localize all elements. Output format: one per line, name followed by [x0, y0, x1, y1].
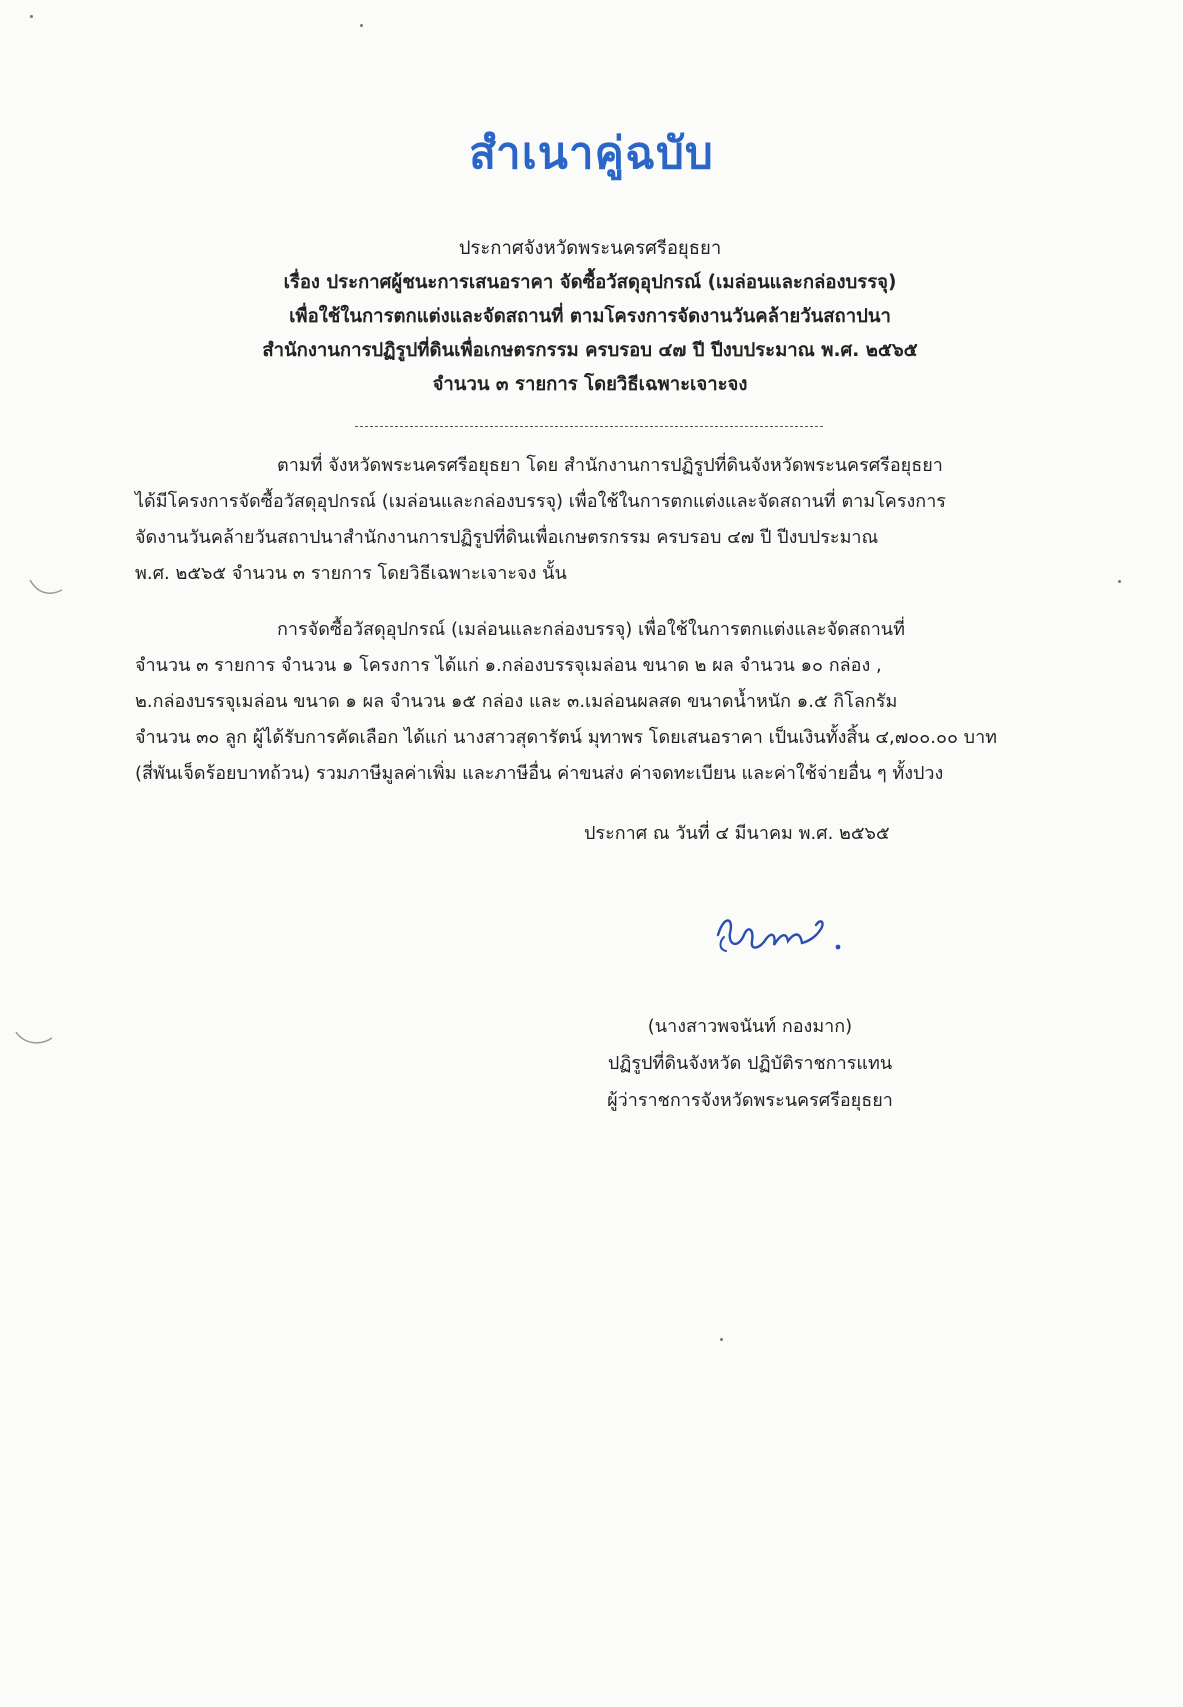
announcement-date: ประกาศ ณ วันที่ ๔ มีนาคม พ.ศ. ๒๕๖๕ — [584, 823, 890, 844]
announcement-header — [140, 232, 1040, 402]
header-subject: เรื่อง ประกาศผู้ชนะการเสนอราคา จัดซื้อวัสดุอุปกรณ์ (เมล่อนและกล่องบรรจุ) — [283, 272, 897, 293]
paragraph-line: พ.ศ. ๒๕๖๕ จำนวน ๓ รายการ โดยวิธีเฉพาะเจาะจง นั้น — [135, 563, 567, 584]
paragraph-line: ได้มีโครงการจัดซื้อวัสดุอุปกรณ์ (เมล่อนและกล่องบรรจุ) เพื่อใช้ในการตกแต่งและจัดสถานที่ ตามโครงการ — [135, 491, 946, 512]
scan-speck — [30, 15, 33, 18]
signatory-position: ปฏิรูปที่ดินจังหวัด ปฏิบัติราชการแทน — [607, 1053, 893, 1074]
header-purpose: เพื่อใช้ในการตกแต่งและจัดสถานที่ ตามโครงการจัดงานวันคล้ายวันสถาปนา — [289, 306, 891, 327]
paragraph-award — [135, 612, 1040, 792]
copy-stamp: สำเนาคู่ฉบับ — [469, 128, 714, 179]
paragraph-line: ตามที่ จังหวัดพระนครศรีอยุธยา โดย สำนักงานการปฏิรูปที่ดินจังหวัดพระนครศรีอยุธยา — [277, 455, 943, 476]
header-title: ประกาศจังหวัดพระนครศรีอยุธยา — [458, 238, 722, 259]
paragraph-line: จัดงานวันคล้ายวันสถาปนาสำนักงานการปฏิรูปที่ดินเพื่อเกษตรกรรม ครบรอบ ๔๗ ปี ปีงบประมาณ — [135, 527, 879, 548]
header-agency: สำนักงานการปฏิรูปที่ดินเพื่อเกษตรกรรม ครบรอบ ๔๗ ปี ปีงบประมาณ พ.ศ. ๒๕๖๕ — [262, 340, 918, 361]
signatory-name: (นางสาวพจนันท์ กองมาก) — [647, 1016, 853, 1037]
header-divider — [355, 426, 823, 427]
scan-speck — [360, 24, 363, 27]
scan-speck — [1118, 580, 1121, 583]
handwritten-signature — [710, 905, 890, 975]
paragraph-line: การจัดซื้อวัสดุอุปกรณ์ (เมล่อนและกล่องบรรจุ) เพื่อใช้ในการตกแต่งและจัดสถานที่ — [277, 619, 905, 640]
signatory-block — [560, 1008, 940, 1119]
paragraph-background — [135, 448, 1040, 592]
signatory-title: ผู้ว่าราชการจังหวัดพระนครศรีอยุธยา — [607, 1090, 893, 1111]
punch-hole-mark — [0, 560, 70, 620]
paragraph-line: จำนวน ๓ รายการ จำนวน ๑ โครงการ ได้แก่ ๑.กล่องบรรจุเมล่อน ขนาด ๒ ผล จำนวน ๑๐ กล่อง , — [135, 655, 882, 676]
scan-speck — [720, 1338, 723, 1341]
header-method: จำนวน ๓ รายการ โดยวิธีเฉพาะเจาะจง — [432, 374, 748, 395]
paragraph-line: ๒.กล่องบรรจุเมล่อน ขนาด ๑ ผล จำนวน ๑๕ กล่อง และ ๓.เมล่อนผลสด ขนาดน้ำหนัก ๑.๕ กิโลกรัม — [135, 691, 898, 712]
paragraph-line: จำนวน ๓๐ ลูก ผู้ได้รับการคัดเลือก ได้แก่ นางสาวสุดารัตน์ มุทาพร โดยเสนอราคา เป็นเงินทั้งสิ้น ๔,๗๐๐.๐๐ บาท — [135, 727, 998, 748]
punch-hole-mark — [0, 1010, 70, 1070]
paragraph-line: (สี่พันเจ็ดร้อยบาทถ้วน) รวมภาษีมูลค่าเพิ่ม และภาษีอื่น ค่าขนส่ง ค่าจดทะเบียน และค่าใช้จ่ายอื่น ๆ ทั้งปวง — [135, 763, 944, 784]
